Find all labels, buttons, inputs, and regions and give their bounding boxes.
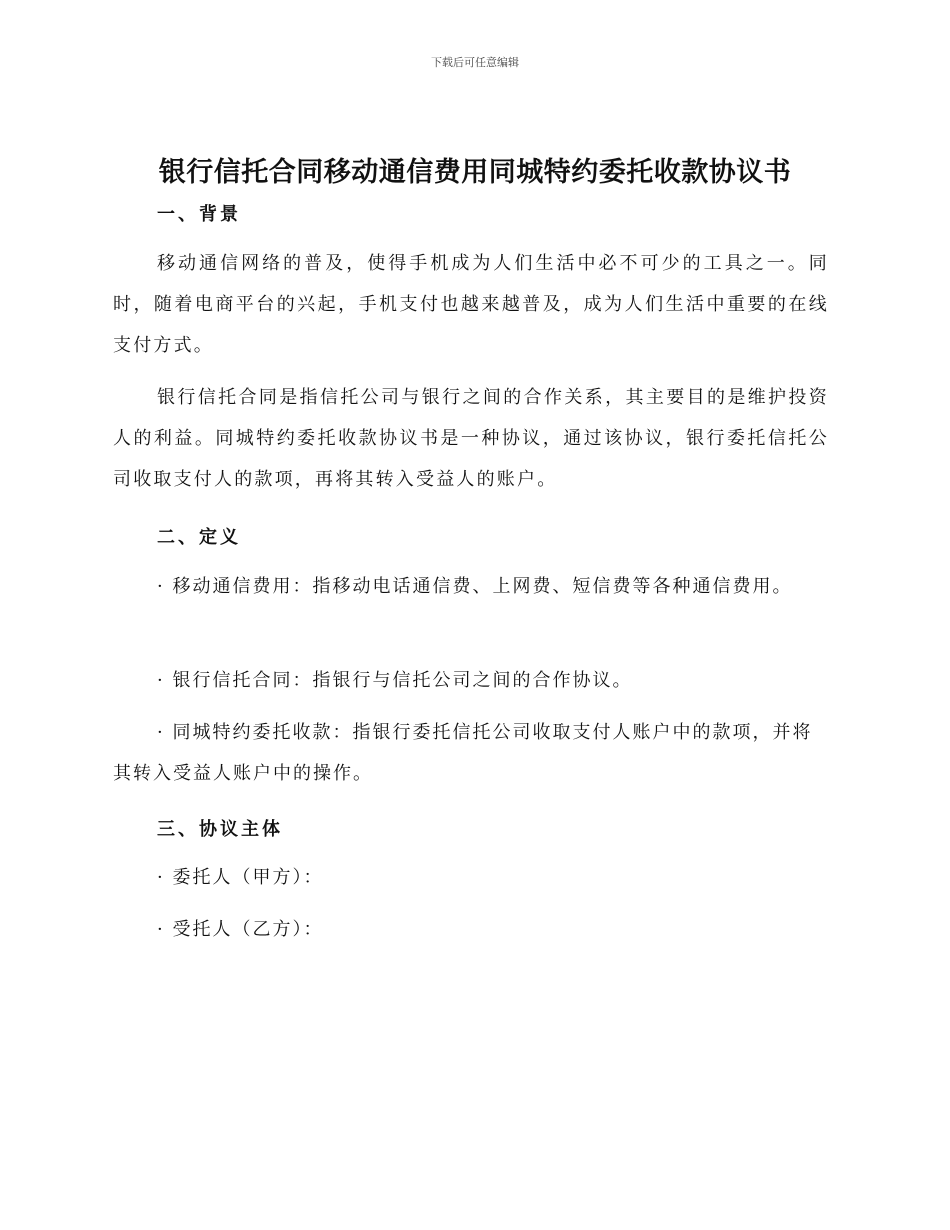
definition-item-collection: · 同城特约委托收款：指银行委托信托公司收取支付人账户中的款项，并将其转入受益人账户中的操作。 — [113, 722, 813, 784]
section-heading-parties: 三、协议主体 — [157, 819, 283, 840]
party-item-principal: · 委托人（甲方）： — [157, 867, 324, 888]
paragraph-background-1: 移动通信网络的普及，使得手机成为人们生活中必不可少的工具之一。同时，随着电商平台的兴起，手机支付也越来越普及，成为人们生活中重要的在线支付方式。 — [113, 253, 829, 356]
definition-item-mobile-fees: · 移动通信费用：指移动电话通信费、上网费、短信费等各种通信费用。 — [157, 576, 793, 597]
header-note: 下载后可任意编辑 — [431, 56, 519, 69]
definition-item-trust-contract: · 银行信托合同：指银行与信托公司之间的合作协议。 — [157, 670, 633, 691]
party-item-trustee: · 受托人（乙方）： — [157, 919, 324, 940]
document-title: 银行信托合同移动通信费用同城特约委托收款协议书 — [158, 157, 792, 188]
paragraph-background-2: 银行信托合同是指信托公司与银行之间的合作关系，其主要目的是维护投资人的利益。同城特约委托收款协议书是一种协议，通过该协议，银行委托信托公司收取支付人的款项，再将其转入受益人的账户。 — [113, 387, 829, 490]
section-heading-background: 一、背景 — [157, 204, 241, 225]
section-heading-definitions: 二、定义 — [157, 527, 241, 548]
